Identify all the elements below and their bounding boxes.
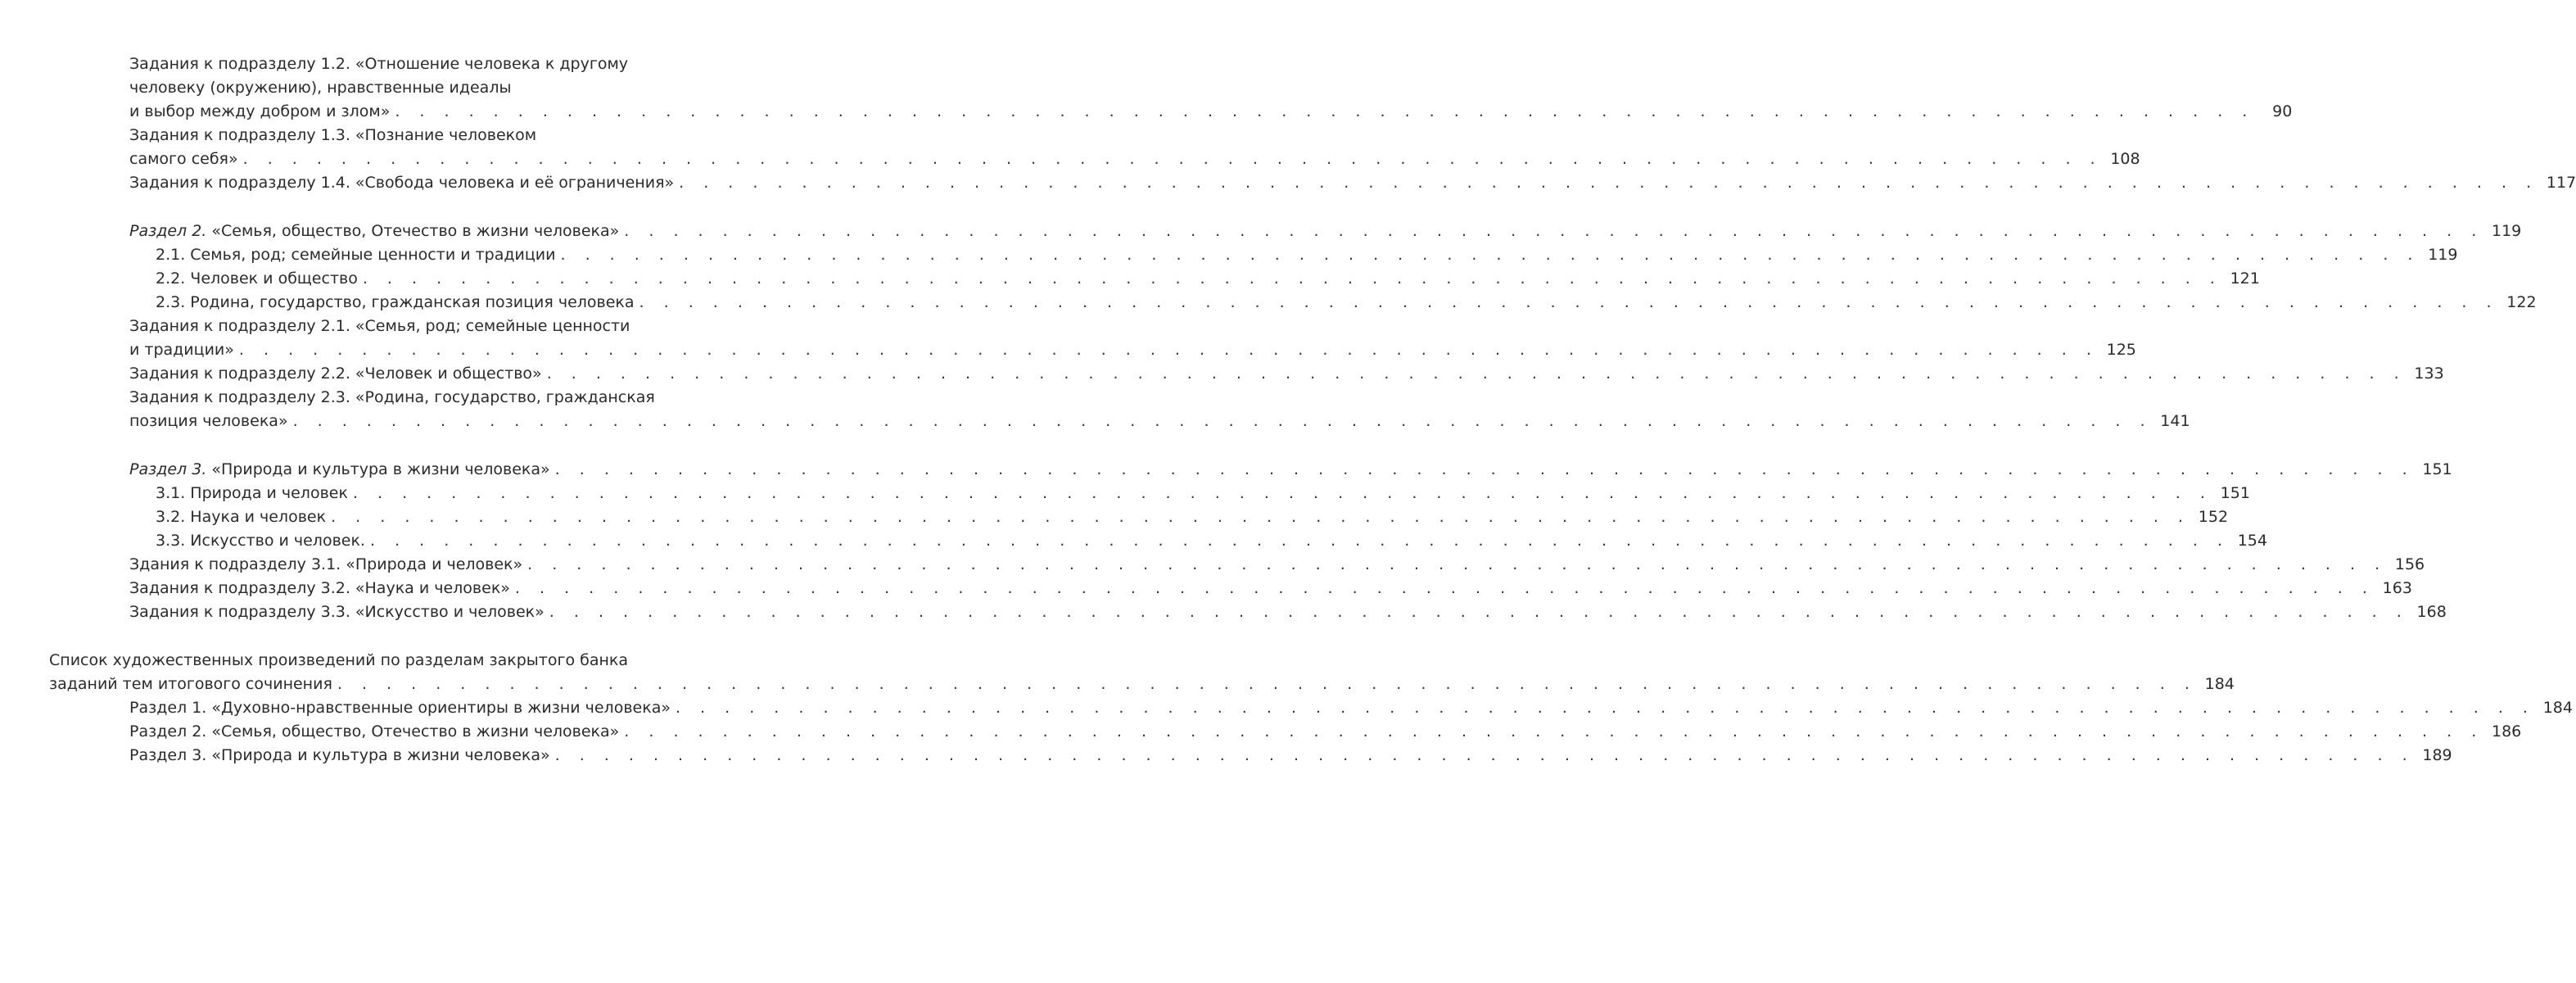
page-number: 154 (2237, 532, 2267, 550)
toc-entry-line: Задания к подразделу 2.3. «Родина, государство, гражданская (129, 388, 655, 406)
dot-leader: . . . . . . . . . . . . . . . . . . . . . . . . . . . . . . . . . . . . . . . . . . . . . . . . . . . . . . . . . . . . . . . . . . . . . . . . . . . . (679, 174, 2539, 192)
toc-entry-last-line (156, 291, 2537, 315)
dot-leader: . . . . . . . . . . . . . . . . . . . . . . . . . . . . . . . . . . . . . . . . . . . . . . . . . . . . . . . . . . . . . . . . . . . . . . . . . . . . (292, 412, 2153, 430)
toc-entry-last-line (49, 673, 2235, 696)
toc-entry-title: и выбор между добром и злом» (129, 102, 391, 120)
page-number: 156 (2394, 555, 2425, 573)
toc-entry-title: 3.2. Наука и человек (156, 508, 327, 526)
toc-entry-label (156, 291, 635, 315)
dot-leader: . . . . . . . . . . . . . . . . . . . . . . . . . . . . . . . . . . . . . . . . . . . . . . . . . . . . . . . . . . . . . . . . . . . . . . . . . . . . (675, 699, 2535, 717)
toc-entry-label (156, 482, 348, 505)
toc-entry-last-line (156, 243, 2458, 267)
toc-entry-title: Здания к подразделу 3.1. «Природа и человек» (129, 555, 523, 573)
toc-entry-label (156, 267, 358, 291)
toc-entry-last-line (129, 696, 2573, 720)
toc-entry-label (129, 362, 542, 386)
toc-entry-last-line (129, 338, 2136, 362)
toc-entry[interactable] (0, 696, 2573, 720)
toc-entry-label (129, 171, 674, 195)
toc-entry-label (129, 720, 619, 744)
toc-entry[interactable] (0, 505, 2229, 529)
page-number: 117 (2546, 174, 2576, 192)
toc-entry-title: Раздел 1. «Духовно-нравственные ориентиры в жизни человека» (129, 699, 671, 717)
dot-leader: . . . . . . . . . . . . . . . . . . . . . . . . . . . . . . . . . . . . . . . . . . . . . . . . . . . . . . . . . . . . . . . . . . . . . . . . . . . . (395, 102, 2255, 120)
toc-entry-title: Раздел 2. «Семья, общество, Отечество в жизни человека» (129, 723, 620, 741)
dot-leader: . . . . . . . . . . . . . . . . . . . . . . . . . . . . . . . . . . . . . . . . . . . . . . . . . . . . . . . . . . . . . . . . . . . . . . . . . . . . (624, 222, 2484, 240)
dot-leader: . . . . . . . . . . . . . . . . . . . . . . . . . . . . . . . . . . . . . . . . . . . . . . . . . . . . . . . . . . . . . . . . . . . . . . . . . . . . (238, 341, 2099, 359)
dot-leader: . . . . . . . . . . . . . . . . . . . . . . . . . . . . . . . . . . . . . . . . . . . . . . . . . . . . . . . . . . . . . . . . . . . . . . . . . . . . (242, 150, 2103, 168)
dot-leader: . . . . . . . . . . . . . . . . . . . . . . . . . . . . . . . . . . . . . . . . . . . . . . . . . . . . . . . . . . . . . . . . . . . . . . . . . . . . (549, 603, 2409, 621)
toc-entry-title: «Семья, общество, Отечество в жизни человека» (206, 222, 620, 240)
toc-entry-label (129, 220, 619, 243)
toc-entry-line: Задания к подразделу 1.3. «Познание человеком (129, 126, 537, 144)
dot-leader: . . . . . . . . . . . . . . . . . . . . . . . . . . . . . . . . . . . . . . . . . . . . . . . . . . . . . . . . . . . . . . . . . . . . . . . . . . . . (554, 460, 2415, 478)
toc-entry-last-line (156, 529, 2267, 553)
dot-leader: . . . . . . . . . . . . . . . . . . . . . . . . . . . . . . . . . . . . . . . . . . . . . . . . . . . . . . . . . . . . . . . . . . . . . . . . . . . . (554, 746, 2415, 764)
toc-entry[interactable] (0, 171, 2576, 195)
toc-entry[interactable] (0, 124, 2140, 171)
page-number: 163 (2382, 579, 2412, 597)
toc-entry-last-line (129, 171, 2576, 195)
dot-leader: . . . . . . . . . . . . . . . . . . . . . . . . . . . . . . . . . . . . . . . . . . . . . . . . . . . . . . . . . . . . . . . . . . . . . . . . . . . . (624, 723, 2484, 741)
dot-leader: . . . . . . . . . . . . . . . . . . . . . . . . . . . . . . . . . . . . . . . . . . . . . . . . . . . . . . . . . . . . . . . . . . . . . . . . . . . . (527, 555, 2388, 573)
page-number: 141 (2160, 412, 2190, 430)
toc-entry-last-line (156, 505, 2229, 529)
dot-leader: . . . . . . . . . . . . . . . . . . . . . . . . . . . . . . . . . . . . . . . . . . . . . . . . . . . . . . . . . . . . . . . . . . . . . . . . . . . . (337, 675, 2197, 693)
toc-entry-title: Задания к подразделу 3.2. «Наука и человек» (129, 579, 510, 597)
toc-entry-last-line (129, 100, 2293, 124)
toc-entry[interactable] (0, 600, 2447, 624)
page-number: 184 (2542, 699, 2573, 717)
page-number: 152 (2198, 508, 2229, 526)
page-number: 184 (2204, 675, 2235, 693)
toc-entry[interactable] (0, 315, 2136, 362)
toc-entry-label (129, 696, 671, 720)
section-prefix: Раздел 3. (129, 460, 207, 478)
toc-entry-last-line (129, 410, 2190, 433)
toc-entry-label (129, 100, 390, 124)
page-number: 168 (2416, 603, 2447, 621)
toc-entry-last-line (129, 362, 2444, 386)
toc-entry[interactable] (0, 577, 2412, 600)
toc-entry-last-line (129, 720, 2522, 744)
toc-entry-last-line (129, 553, 2425, 577)
dot-leader: . . . . . . . . . . . . . . . . . . . . . . . . . . . . . . . . . . . . . . . . . . . . . . . . . . . . . . . . . . . . . . . . . . . . . . . . . . . . (560, 246, 2420, 264)
toc-entry-label (129, 458, 550, 482)
toc-entry-title: заданий тем итогового сочинения (49, 675, 332, 693)
page-number: 108 (2110, 150, 2140, 168)
toc-entry-label (129, 577, 510, 600)
page-number: 121 (2230, 270, 2260, 288)
toc-entry-last-line (156, 482, 2250, 505)
page-number: 133 (2414, 365, 2444, 383)
toc-entry-label (129, 410, 288, 433)
toc-entry-title: Раздел 3. «Природа и культура в жизни человека» (129, 746, 550, 764)
toc-entry-title: 3.3. Искусство и человек. (156, 532, 365, 550)
toc-entry[interactable] (0, 291, 2537, 315)
toc-entry[interactable] (0, 482, 2250, 505)
toc-entry-title: 2.2. Человек и общество (156, 270, 358, 288)
page-number: 151 (2422, 460, 2452, 478)
page-number: 151 (2220, 484, 2250, 502)
section-prefix: Раздел 2. (129, 222, 207, 240)
toc-entry-line: Задания к подразделу 2.1. «Семья, род; семейные ценности (129, 317, 630, 335)
page-number: 119 (2428, 246, 2458, 264)
toc-entry-label (129, 744, 550, 768)
toc-entry-label (129, 338, 234, 362)
toc-entry-line: человеку (окружению), нравственные идеалы (129, 79, 512, 97)
toc-entry[interactable] (0, 744, 2452, 768)
toc-entry[interactable] (0, 267, 2260, 291)
toc-entry-title: Задания к подразделу 1.4. «Свобода человека и её ограничения» (129, 174, 675, 192)
toc-entry-last-line (129, 147, 2140, 171)
toc-entry-title: «Природа и культура в жизни человека» (206, 460, 550, 478)
toc-entry[interactable] (0, 220, 2522, 243)
toc-entry-label (129, 600, 545, 624)
toc-entry[interactable] (0, 553, 2425, 577)
dot-leader: . . . . . . . . . . . . . . . . . . . . . . . . . . . . . . . . . . . . . . . . . . . . . . . . . . . . . . . . . . . . . . . . . . . . . . . . . . . . (369, 532, 2230, 550)
toc-entry-line: Задания к подразделу 1.2. «Отношение человека к другому (129, 55, 629, 73)
dot-leader: . . . . . . . . . . . . . . . . . . . . . . . . . . . . . . . . . . . . . . . . . . . . . . . . . . . . . . . . . . . . . . . . . . . . . . . . . . . . (514, 579, 2375, 597)
toc-entry-title: Задания к подразделу 3.3. «Искусство и человек» (129, 603, 545, 621)
page-number: 119 (2492, 222, 2522, 240)
toc-entry[interactable] (0, 720, 2522, 744)
toc-entry-label (129, 147, 238, 171)
toc-entry[interactable] (0, 649, 2235, 696)
toc-entry-label (156, 505, 326, 529)
page-number: 186 (2492, 723, 2522, 741)
toc-entry-title: 3.1. Природа и человек (156, 484, 348, 502)
toc-entry[interactable] (0, 362, 2444, 386)
table-of-contents (0, 52, 2576, 768)
toc-entry-title: самого себя» (129, 150, 238, 168)
toc-entry-title: позиция человека» (129, 412, 288, 430)
toc-entry-label (49, 673, 332, 696)
dot-leader: . . . . . . . . . . . . . . . . . . . . . . . . . . . . . . . . . . . . . . . . . . . . . . . . . . . . . . . . . . . . . . . . . . . . . . . . . . . . (639, 293, 2499, 311)
toc-entry-title: 2.3. Родина, государство, гражданская позиция человека (156, 293, 635, 311)
dot-leader: . . . . . . . . . . . . . . . . . . . . . . . . . . . . . . . . . . . . . . . . . . . . . . . . . . . . . . . . . . . . . . . . . . . . . . . . . . . . (362, 270, 2222, 288)
toc-entry-last-line (129, 458, 2452, 482)
toc-entry-last-line (129, 577, 2412, 600)
toc-entry-title: Задания к подразделу 2.2. «Человек и общество» (129, 365, 542, 383)
toc-entry-line: Список художественных произведений по разделам закрытого банка (49, 651, 629, 669)
toc-entry-title: 2.1. Семья, род; семейные ценности и традиции (156, 246, 556, 264)
toc-entry[interactable] (0, 529, 2267, 553)
toc-entry-title: и традиции» (129, 341, 234, 359)
dot-leader: . . . . . . . . . . . . . . . . . . . . . . . . . . . . . . . . . . . . . . . . . . . . . . . . . . . . . . . . . . . . . . . . . . . . . . . . . . . . (546, 365, 2407, 383)
toc-entry-last-line (156, 267, 2260, 291)
dot-leader: . . . . . . . . . . . . . . . . . . . . . . . . . . . . . . . . . . . . . . . . . . . . . . . . . . . . . . . . . . . . . . . . . . . . . . . . . . . . (352, 484, 2212, 502)
toc-entry-last-line (129, 744, 2452, 768)
toc-entry-last-line (129, 600, 2447, 624)
page-number: 122 (2506, 293, 2537, 311)
toc-entry-label (156, 529, 365, 553)
toc-entry-label (129, 553, 522, 577)
toc-entry-last-line (129, 220, 2522, 243)
toc-entry[interactable] (0, 52, 2293, 124)
page-number: 125 (2106, 341, 2136, 359)
dot-leader: . . . . . . . . . . . . . . . . . . . . . . . . . . . . . . . . . . . . . . . . . . . . . . . . . . . . . . . . . . . . . . . . . . . . . . . . . . . . (331, 508, 2191, 526)
toc-entry-label (156, 243, 555, 267)
toc-entry[interactable] (0, 243, 2458, 267)
page-number: 189 (2422, 746, 2452, 764)
toc-entry[interactable] (0, 458, 2452, 482)
toc-entry[interactable] (0, 386, 2190, 433)
page-number: 90 (2272, 102, 2293, 120)
